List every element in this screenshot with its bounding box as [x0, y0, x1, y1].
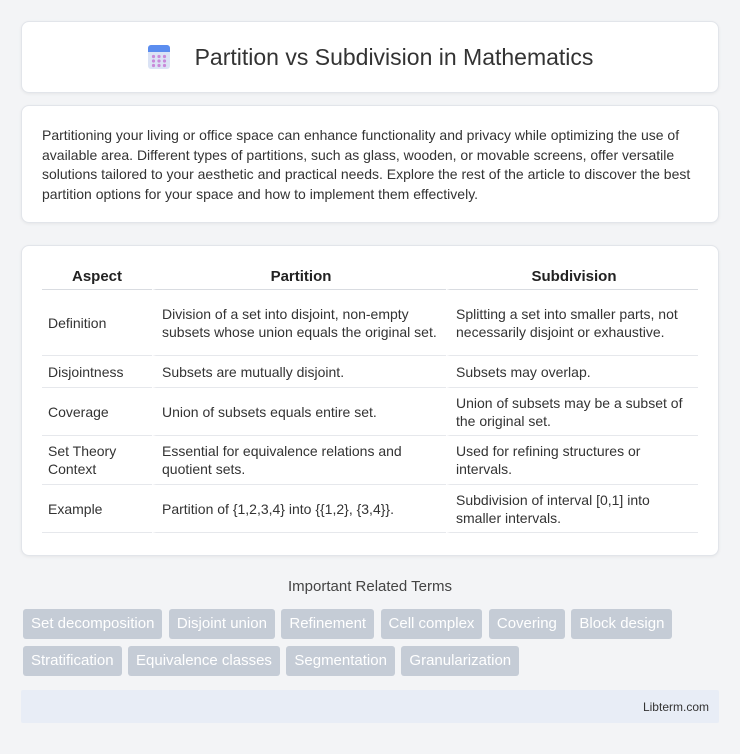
related-terms-title: Important Related Terms	[288, 578, 452, 595]
related-term-tag[interactable]: Block design	[571, 609, 672, 639]
table-cell: Union of subsets equals entire set.	[152, 388, 446, 436]
footer	[21, 690, 719, 723]
table-cell: Subsets are mutually disjoint.	[152, 356, 446, 388]
table-cell: Disjointness	[42, 356, 152, 388]
table-cell: Division of a set into disjoint, non-empty subsets whose union equals the original set.	[152, 290, 446, 356]
table-cell: Definition	[42, 290, 152, 356]
related-terms-list	[23, 609, 723, 683]
related-term-tag[interactable]: Set decomposition	[23, 609, 162, 639]
table-row	[42, 388, 698, 436]
related-term-tag[interactable]: Disjoint union	[169, 609, 275, 639]
intro-text: Partitioning your living or office space can enhance functionality and privacy while optimizing the use of available area. Different types of partitions, such as glass, wooden, or movable screens, offer versatile solutions tailored to your aesthetic and practical needs. Explore the rest of the article to discover the best partition options for your space and how to implement them effectively.	[42, 127, 691, 202]
page-title: Partition vs Subdivision in Mathematics	[194, 43, 594, 70]
table-cell: Subdivision of interval [0,1] into smaller intervals.	[446, 485, 698, 533]
table-row	[42, 356, 698, 388]
related-term-tag[interactable]: Equivalence classes	[128, 646, 280, 676]
table-cell: Example	[42, 485, 152, 533]
header-partition: Partition	[152, 264, 446, 290]
comparison-table	[42, 264, 698, 533]
related-term-tag[interactable]: Segmentation	[286, 646, 395, 676]
title-card	[21, 21, 719, 93]
comparison-card	[21, 245, 719, 556]
related-term-tag[interactable]: Cell complex	[381, 609, 483, 639]
table-cell: Splitting a set into smaller parts, not necessarily disjoint or exhaustive.	[446, 290, 698, 356]
header-aspect: Aspect	[42, 264, 152, 290]
footer-brand-link[interactable]: Libterm.com	[642, 700, 709, 714]
table-cell: Partition of {1,2,3,4} into {{1,2}, {3,4}}.	[152, 485, 446, 533]
table-cell: Coverage	[42, 388, 152, 436]
intro-card	[21, 105, 719, 223]
table-row	[42, 436, 698, 485]
table-row	[42, 290, 698, 356]
related-term-tag[interactable]: Covering	[489, 609, 565, 639]
header-subdivision: Subdivision	[446, 264, 698, 290]
table-cell: Used for refining structures or intervals.	[446, 436, 698, 485]
related-term-tag[interactable]: Stratification	[23, 646, 122, 676]
related-term-tag[interactable]: Granularization	[401, 646, 519, 676]
table-cell: Subsets may overlap.	[446, 356, 698, 388]
table-cell: Essential for equivalence relations and quotient sets.	[152, 436, 446, 485]
table-cell: Union of subsets may be a subset of the original set.	[446, 388, 698, 436]
table-header-row	[42, 264, 698, 290]
related-term-tag[interactable]: Refinement	[281, 609, 374, 639]
calculator-icon	[147, 44, 171, 70]
table-cell: Set Theory Context	[42, 436, 152, 485]
table-row	[42, 485, 698, 533]
